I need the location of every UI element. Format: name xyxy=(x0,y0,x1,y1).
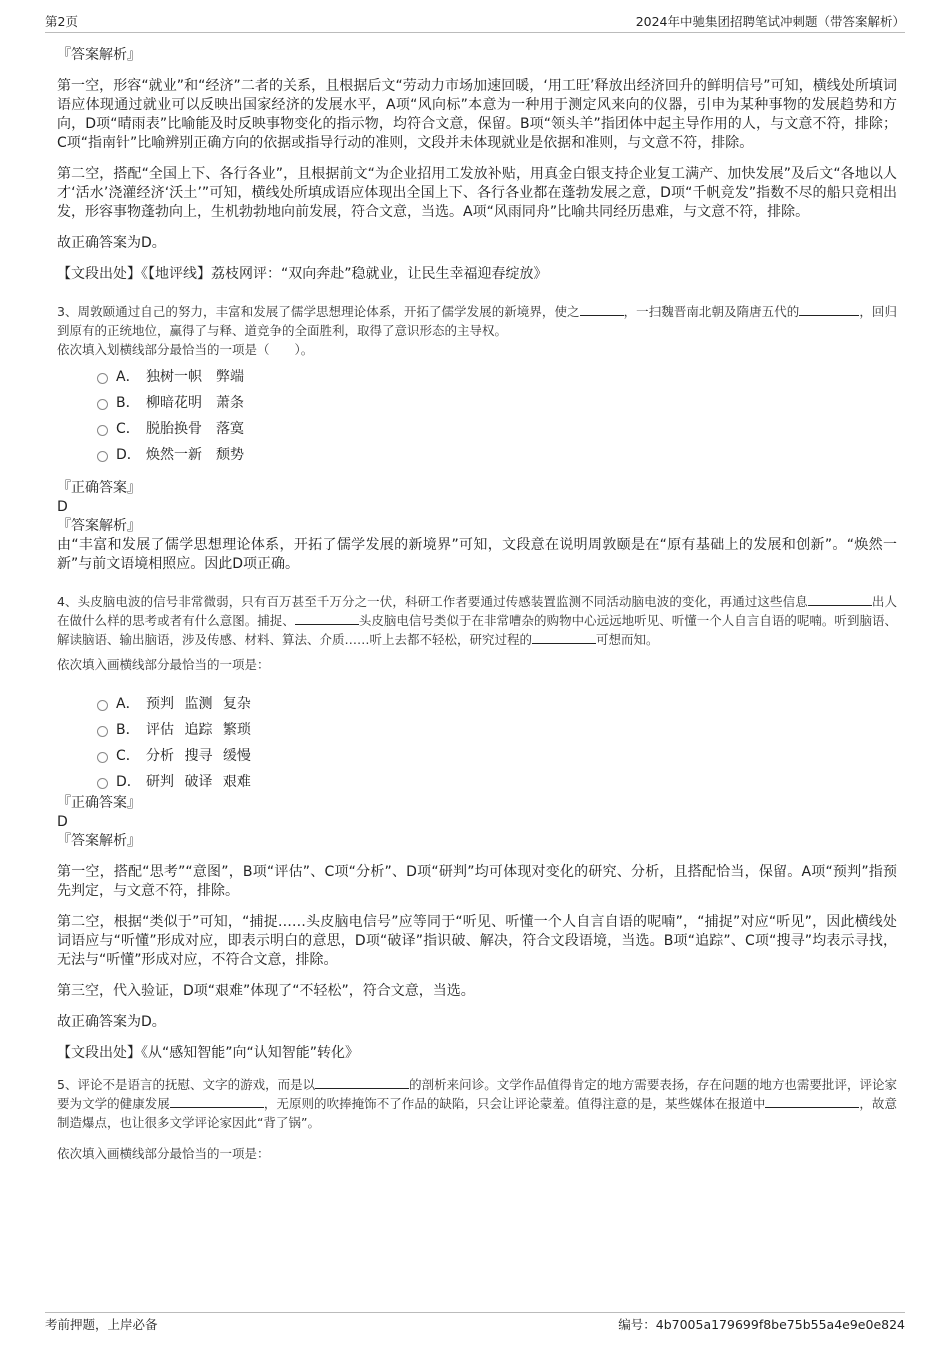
q4-conclusion: 故正确答案为D。 xyxy=(57,1014,166,1030)
q4-analysis-label: 『答案解析』 xyxy=(57,833,141,849)
radio-icon[interactable] xyxy=(97,752,108,763)
q4-option-c[interactable]: C． 分析 搜寻 缓慢 xyxy=(97,742,897,768)
q4-option-d[interactable]: D． 研判 破译 艰难 xyxy=(97,768,897,794)
q5-blank-2 xyxy=(170,1095,264,1108)
q4-blank-1 xyxy=(808,593,872,606)
page-number: 第2页 xyxy=(45,14,78,29)
q5-prompt: 依次填入画横线部分最恰当的一项是： xyxy=(57,1146,270,1161)
q5-stem-part-c: ，无原则的吹捧掩饰不了作品的缺陷，只会让评论蒙羞。值得注意的是，某些媒体在报道中 xyxy=(263,1096,766,1111)
q4-analysis-para1: 第一空，搭配“思考”“意图”，B项“评估”、C项“分析”、D项“研判”均可体现对变化的研究、分析，且搭配恰当，保留。A项“预判”指预先判定，与文意不符，排除。 xyxy=(57,864,897,899)
q3-options xyxy=(97,363,897,467)
q3-stem-part-b: ，一扫魏晋南北朝及隋唐五代的 xyxy=(623,304,800,319)
q2-analysis-label: 『答案解析』 xyxy=(57,47,141,63)
q4-analysis-para2: 第二空，根据“类似于”可知，“捕捉……头皮脑电信号”应等同于“听见、听懂一个人自言自语的呢喃”，“捕捉”对应“听见”，因此横线处词语应与“听懂”形成对应，即表示明白的意思，D项“破译”指识破、解决，符合文段语境，当选。B项“追踪”、C项“搜寻”均表示寻找，无法与“听懂”形成对应，不符合文意，排除。 xyxy=(57,914,897,968)
page-header xyxy=(45,10,905,33)
q3-analysis: 由“丰富和发展了儒学思想理论体系，开拓了儒学发展的新境界”可知，文段意在说明周敦颐是在“原有基础上的发展和创新”。“焕然一新”与前文语境相照应。因此D项正确。 xyxy=(57,537,897,572)
footer-slogan: 考前押题，上岸必备 xyxy=(45,1317,158,1332)
radio-icon[interactable] xyxy=(97,425,108,436)
q5-stem xyxy=(57,1075,897,1132)
q4-prompt: 依次填入画横线部分最恰当的一项是： xyxy=(57,657,270,672)
q4-blank-2 xyxy=(295,612,359,625)
q4-option-a[interactable]: A． 预判 监测 复杂 xyxy=(97,690,897,716)
page-footer xyxy=(45,1312,905,1335)
q5-blank-3 xyxy=(765,1095,859,1108)
page-content xyxy=(57,46,897,1163)
q4-stem xyxy=(57,592,897,649)
q4-analysis-para3: 第三空，代入验证，D项“艰难”体现了“不轻松”，符合文意，当选。 xyxy=(57,983,475,999)
q5-blank-1 xyxy=(315,1076,409,1089)
q5-stem-part-a: 5、评论不是语言的抚慰、文字的游戏，而是以 xyxy=(57,1077,316,1092)
q3-stem xyxy=(57,302,897,340)
q4-correct-label: 『正确答案』 xyxy=(57,795,141,811)
q3-stem-part-a: 3、周敦颐通过自己的努力，丰富和发展了儒学思想理论体系，开拓了儒学发展的新境界，使之 xyxy=(57,304,580,319)
radio-icon[interactable] xyxy=(97,451,108,462)
radio-icon[interactable] xyxy=(97,778,108,789)
q4-correct-answer: D xyxy=(57,814,68,830)
q4-options xyxy=(97,690,897,794)
q3-blank-1 xyxy=(580,303,624,316)
radio-icon[interactable] xyxy=(97,700,108,711)
q3-option-a[interactable]: A． 独树一帜 弊端 xyxy=(97,363,897,389)
q3-option-c[interactable]: C． 脱胎换骨 落寞 xyxy=(97,415,897,441)
q3-correct-answer: D xyxy=(57,499,68,515)
q3-analysis-label: 『答案解析』 xyxy=(57,518,141,534)
q3-option-b[interactable]: B． 柳暗花明 萧条 xyxy=(97,389,897,415)
q2-analysis-para1: 第一空，形容“就业”和“经济”二者的关系，且根据后文“劳动力市场加速回暖，‘用工旺’释放出经济回升的鲜明信号”可知，横线处所填词语应体现通过就业可以反映出国家经济的发展水平，A项“风向标”本意为一种用于测定风来向的仪器，引申为某种事物的发展趋势和方向，D项“晴雨表”比喻能及时反映事物变化的指示物，均符合文意，保留。B项“领头羊”指团体中起主导作用的人，与文意不符，排除；C项“指南针”比喻辨别正确方向的依据或指导行动的准则，文段并未体现就业是依据和准则，与文意不符，排除。 xyxy=(57,78,897,151)
q4-stem-part-d: 可想而知。 xyxy=(596,632,659,647)
q2-analysis-para2: 第二空，搭配“全国上下、各行各业”，且根据前文“为企业招用工发放补贴，用真金白银支持企业复工满产、加快发展”及后文“各地以人才‘活水’浇灌经济‘沃土’”可知，横线处所填成语应体现出全国上下、各行各业都在蓬勃发展之意，D项“千帆竞发”指数不尽的船只竞相出发，形容事物蓬勃向上，生机勃勃地向前发展，符合文意，当选。A项“风雨同舟”比喻共同经历患难，与文意不符，排除。 xyxy=(57,166,897,220)
q3-stem-part-c: ，回归到原有的正统地位，赢得了与释、道竞争的全面胜利，取得了意识形态的主导权。 xyxy=(57,304,897,338)
q3-prompt: 依次填入划横线部分最恰当的一项是（ ）。 xyxy=(57,342,314,357)
q4-stem-part-c: 头皮脑电信号类似于在非常嘈杂的购物中心远远地听见、听懂一个人自言自语的呢喃。听到脑语、解读脑语、输出脑语，涉及传感、材料、算法、介质……听上去都不轻松，研究过程的 xyxy=(57,613,897,647)
q5-stem-part-d: ，故意制造爆点，也让很多文学评论家因此“背了锅”。 xyxy=(57,1096,897,1130)
q2-source: 【文段出处】《【地评线】荔枝网评：“双向奔赴”稳就业，让民生幸福迎春绽放》 xyxy=(57,266,548,282)
document-id: 编号：4b7005a179699f8be75b55a4e9e0e824 xyxy=(618,1317,905,1332)
q3-correct-label: 『正确答案』 xyxy=(57,480,141,496)
q4-stem-part-b: 出人在做什么样的思考或者有什么意图。捕捉、 xyxy=(57,594,897,628)
document-title: 2024年中驰集团招聘笔试冲刺题（带答案解析） xyxy=(635,14,905,29)
q4-blank-3 xyxy=(532,631,596,644)
q4-stem-part-a: 4、头皮脑电波的信号非常微弱，只有百万甚至千万分之一伏，科研工作者要通过传感装置监测不同活动脑电波的变化，再通过这些信息 xyxy=(57,594,808,609)
q3-blank-2 xyxy=(799,303,859,316)
radio-icon[interactable] xyxy=(97,373,108,384)
radio-icon[interactable] xyxy=(97,399,108,410)
q4-option-b[interactable]: B． 评估 追踪 繁琐 xyxy=(97,716,897,742)
radio-icon[interactable] xyxy=(97,726,108,737)
q2-conclusion: 故正确答案为D。 xyxy=(57,235,166,251)
q3-option-d[interactable]: D． 焕然一新 颓势 xyxy=(97,441,897,467)
q4-source: 【文段出处】《从“感知智能”向“认知智能”转化》 xyxy=(57,1045,360,1061)
q5-stem-part-b: 的剖析来问诊。文学作品值得肯定的地方需要表扬，存在问题的地方也需要批评，评论家要为文学的健康发展 xyxy=(57,1077,897,1111)
